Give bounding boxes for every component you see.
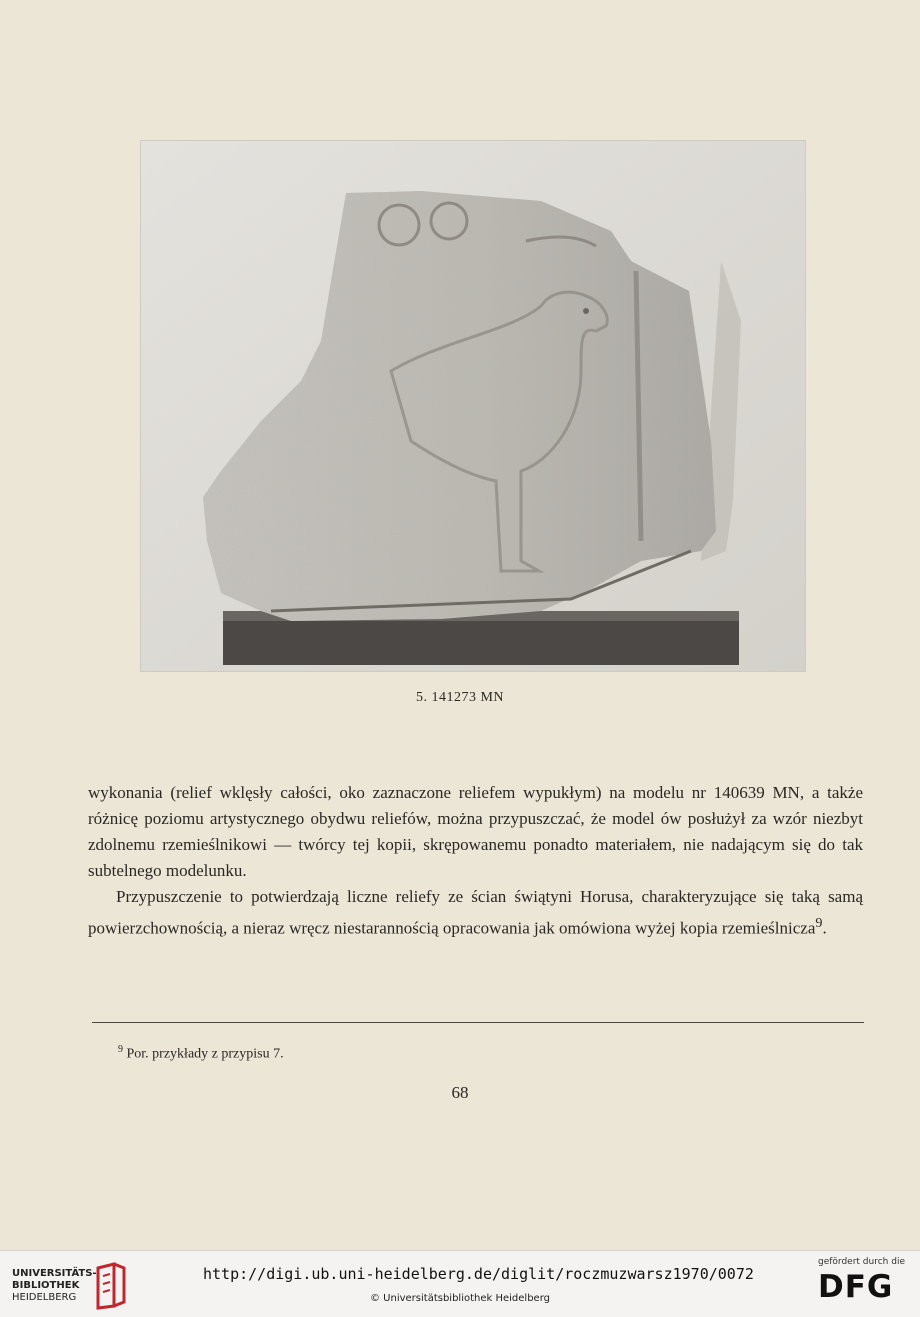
body-text: [88, 780, 863, 942]
copyright-notice: © Universitätsbibliothek Heidelberg: [369, 1293, 550, 1304]
funder-logo[interactable]: [818, 1257, 914, 1313]
dfg-logo-text: DFG: [818, 1269, 894, 1305]
footnote: [118, 1044, 284, 1063]
library-name-line3: HEIDELBERG: [12, 1292, 77, 1303]
page-number: 68: [451, 1083, 469, 1102]
library-name-line1: UNIVERSITÄTS-: [12, 1268, 97, 1279]
paragraph-1: wykonania (relief wklęsły całości, oko zaznaczone reliefem wypukłym) na modelu nr 140639 MN, a także różnicę poziomu artystycznego obydwu reliefów, można przypuszczać, że model ów posłużył za wzór niezbyt zdolnemu rzemieślnikowi — twórcy tej kopii, skrępowanemu ponadto materiałem, nie nadającym się do tak subtelnego modelunku.: [88, 783, 863, 880]
permalink-url[interactable]: http://digi.ub.uni-heidelberg.de/diglit/roczmuzwarsz1970/0072: [203, 1265, 754, 1283]
paragraph-2-text: Przypuszczenie to potwierdzają liczne reliefy ze ścian świątyni Horusa, charakteryzujące się taką samą powierzchownością, a nieraz wręcz niestarannością opracowania jak omówiona wyżej kopia rzemieślnicza: [88, 887, 863, 938]
footnote-marker: 9: [118, 1044, 123, 1055]
relief-photograph: [140, 140, 806, 672]
figure-caption: 5. 141273 MN: [415, 690, 505, 705]
footnote-divider: [92, 1022, 864, 1023]
paragraph-2-end: .: [822, 918, 827, 938]
paragraph-2: [88, 884, 863, 942]
funding-label: gefördert durch die: [818, 1257, 905, 1267]
footnote-text: Por. przykłady z przypisu 7.: [126, 1046, 284, 1062]
viewer-footer: [0, 1250, 920, 1317]
library-name-line2: BIBLIOTHEK: [12, 1280, 80, 1291]
footnote-reference: 9: [815, 915, 823, 931]
